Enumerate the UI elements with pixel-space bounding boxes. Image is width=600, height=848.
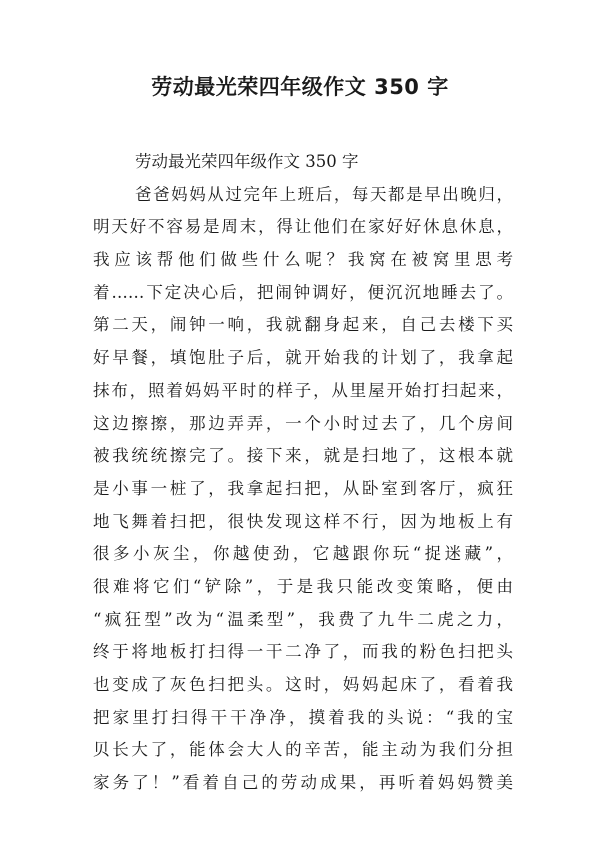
essay-line: 着……下定决心后，把闹钟调好，便沉沉地睡去了。 (93, 282, 513, 302)
essay-line: 第二天，闹钟一响，我就翻身起来，自己去楼下买 (93, 315, 513, 335)
essay-line: 抹布，照着妈妈平时的样子，从里屋开始打扫起来， (93, 380, 513, 400)
essay-heading: 劳动最光荣四年级作文 350 字 (135, 152, 359, 171)
essay-line: 爸爸妈妈从过完年上班后，每天都是早出晚归， (135, 184, 513, 204)
essay-line: 把家里打扫得干干净净，摸着我的头说：“我的宝 (93, 707, 513, 727)
essay-line: 好早餐，填饱肚子后，就开始我的计划了，我拿起 (93, 348, 513, 368)
essay-line: 被我统统擦完了。接下来，就是扫地了，这根本就 (93, 446, 513, 466)
essay-line: 终于将地板打扫得一干二净了，而我的粉色扫把头 (93, 642, 513, 662)
essay-line: 这边擦擦，那边弄弄，一个小时过去了，几个房间 (93, 413, 513, 433)
essay-line: 也变成了灰色扫把头。这时，妈妈起床了，看着我 (93, 675, 513, 694)
essay-body (93, 146, 513, 800)
essay-line: 是小事一桩了，我拿起扫把，从卧室到客厅，疯狂 (93, 478, 513, 498)
essay-line: 贝长大了，能体会大人的辛苦，能主动为我们分担 (93, 740, 513, 760)
essay-line: 很多小灰尘，你越使劲，它越跟你玩“捉迷藏”， (93, 544, 513, 564)
essay-line: “疯狂型”改为“温柔型”，我费了九牛二虎之力， (93, 609, 513, 629)
essay-line: 很难将它们“铲除”，于是我只能改变策略，便由 (93, 576, 513, 596)
document-title: 劳动最光荣四年级作文 350 字 (151, 75, 449, 99)
essay-line: 明天好不容易是周末，得让他们在家好好休息休息， (93, 217, 513, 237)
essay-line: 我应该帮他们做些什么呢？我窝在被窝里思考 (93, 250, 513, 270)
essay-line: 家务了！”看着自己的劳动成果，再听着妈妈赞美 (93, 773, 513, 793)
essay-line: 地飞舞着扫把，很快发现这样不行，因为地板上有 (93, 511, 513, 531)
